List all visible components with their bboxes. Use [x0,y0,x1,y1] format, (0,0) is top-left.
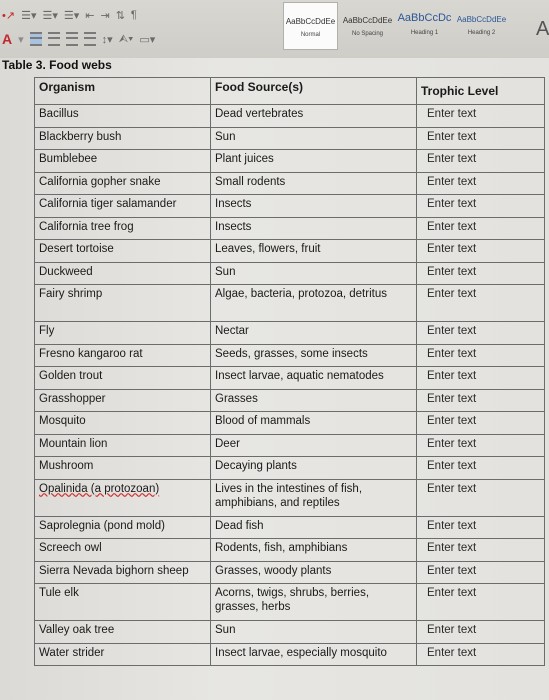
trophic-level-field[interactable]: Enter text [417,434,545,457]
food-source-cell: Insect larvae, aquatic nematodes [211,367,417,390]
table-caption: Table 3. Food webs [2,58,112,72]
shading-icon[interactable]: ⮙▾ [118,32,134,45]
food-webs-table [34,77,545,666]
table-row [35,434,545,457]
style-heading-2[interactable] [454,2,509,50]
trophic-level-field[interactable]: Enter text [417,584,545,621]
table-row [35,150,545,173]
table-row [35,516,545,539]
increase-indent-icon[interactable]: ⇥ [100,9,110,22]
ribbon-toolbar [0,0,549,59]
food-source-cell: Small rodents [211,172,417,195]
trophic-level-field[interactable]: Enter text [417,367,545,390]
trophic-level-field[interactable]: Enter text [417,479,545,516]
table-row [35,457,545,480]
food-source-cell: Algae, bacteria, protozoa, detritus [211,285,417,322]
organism-cell: Mushroom [35,457,211,480]
trophic-level-field[interactable]: Enter text [417,195,545,218]
organism-cell: Bacillus [35,105,211,128]
style-sample: AaBbCcDdEe [285,17,336,26]
show-formatting-marks-icon[interactable]: ¶ [130,9,137,21]
trophic-level-field[interactable]: Enter text [417,457,545,480]
style-name: Heading 2 [467,30,496,36]
numbered-list-icon[interactable]: ☰▾ [42,9,58,22]
table-row [35,479,545,516]
style-name: Heading 1 [410,30,439,36]
food-source-cell: Sun [211,127,417,150]
trophic-level-field[interactable]: Enter text [417,240,545,263]
trophic-level-field[interactable]: Enter text [417,412,545,435]
font-color-dropdown-icon[interactable]: •↗ [2,9,16,22]
food-source-cell: Grasses [211,389,417,412]
trophic-level-field[interactable]: Enter text [417,150,545,173]
table-row [35,584,545,621]
align-center-icon[interactable] [48,32,60,46]
style-sample: AaBbCcDdEe [342,16,393,25]
table-row [35,105,545,128]
bullets-list-icon[interactable]: ☰▾ [21,9,37,22]
style-sample: AaBbCcDc [397,12,452,24]
table-row [35,561,545,584]
organism-cell: Golden trout [35,367,211,390]
food-source-cell: Seeds, grasses, some insects [211,344,417,367]
table-row [35,389,545,412]
trophic-level-field[interactable]: Enter text [417,127,545,150]
organism-cell: Mosquito [35,412,211,435]
table-row [35,172,545,195]
food-source-cell: Lives in the intestines of fish, amphibians, and reptiles [211,479,417,516]
organism-cell: California gopher snake [35,172,211,195]
organism-cell: Water strider [35,643,211,666]
header-organism: Organism [35,78,211,105]
organism-cell: Mountain lion [35,434,211,457]
organism-cell: Sierra Nevada bighorn sheep [35,561,211,584]
food-source-cell: Rodents, fish, amphibians [211,539,417,562]
organism-cell: Grasshopper [35,389,211,412]
food-source-cell: Nectar [211,322,417,345]
organism-cell: Blackberry bush [35,127,211,150]
table-row [35,240,545,263]
text-color-dropdown-icon[interactable]: ▾ [18,33,24,46]
ribbon-row-paragraph [2,4,143,26]
borders-icon[interactable]: ▭▾ [139,33,156,46]
food-source-cell: Blood of mammals [211,412,417,435]
trophic-level-field[interactable]: Enter text [417,262,545,285]
table-row [35,367,545,390]
table-row [35,539,545,562]
food-source-cell: Insect larvae, especially mosquito [211,643,417,666]
style-no-spacing[interactable] [340,2,395,50]
text-color-button[interactable]: A [2,31,13,47]
food-source-cell: Sun [211,621,417,644]
organism-cell: California tiger salamander [35,195,211,218]
organism-cell-text: Opalinida (a protozoan) [39,482,160,495]
table-row [35,643,545,666]
trophic-level-field[interactable]: Enter text [417,172,545,195]
food-source-cell: Deer [211,434,417,457]
food-source-cell: Acorns, twigs, shrubs, berries, grasses, herbs [211,584,417,621]
align-right-icon[interactable] [66,32,78,46]
table-row [35,322,545,345]
trophic-level-field[interactable]: Enter text [417,322,545,345]
trophic-level-field[interactable]: Enter text [417,285,545,322]
organism-cell: Bumblebee [35,150,211,173]
table-row [35,285,545,322]
table-row [35,195,545,218]
align-left-icon[interactable] [30,32,42,46]
multilevel-list-icon[interactable]: ☰▾ [63,9,80,22]
styles-gallery [283,2,511,50]
organism-cell: Saprolegnia (pond mold) [35,516,211,539]
food-source-cell: Grasses, woody plants [211,561,417,584]
trophic-level-field[interactable]: Enter text [417,105,545,128]
organism-cell: Fresno kangaroo rat [35,344,211,367]
organism-cell: California tree frog [35,217,211,240]
justify-icon[interactable] [84,32,96,46]
table-row [35,412,545,435]
food-source-cell: Insects [211,217,417,240]
organism-cell: Fly [35,322,211,345]
line-spacing-icon[interactable]: ↕▾ [101,33,113,46]
style-name: Normal [300,32,321,38]
trophic-level-field[interactable]: Enter text [417,621,545,644]
styles-pane-button[interactable]: A [536,18,549,40]
style-heading-1[interactable] [397,2,452,50]
table-row [35,344,545,367]
table-row [35,621,545,644]
sort-icon[interactable]: ⇅ [115,9,125,22]
decrease-indent-icon[interactable]: ⇤ [85,9,95,22]
table-row [35,262,545,285]
trophic-level-field[interactable]: Enter text [417,389,545,412]
header-trophic-level: Trophic Level [417,78,545,105]
organism-cell: Valley oak tree [35,621,211,644]
food-source-cell: Plant juices [211,150,417,173]
header-food-sources: Food Source(s) [211,78,417,105]
ribbon-row-alignment [2,28,161,50]
table-header-row [35,78,545,105]
style-name: No Spacing [351,31,384,37]
table-row [35,217,545,240]
food-source-cell: Insects [211,195,417,218]
organism-cell: Screech owl [35,539,211,562]
food-source-cell: Leaves, flowers, fruit [211,240,417,263]
style-sample: AaBbCcDdEe [456,15,507,24]
trophic-level-field[interactable]: Enter text [417,516,545,539]
organism-cell: Fairy shrimp [35,285,211,322]
organism-cell: Duckweed [35,262,211,285]
trophic-level-field[interactable]: Enter text [417,217,545,240]
food-source-cell: Dead vertebrates [211,105,417,128]
food-source-cell: Dead fish [211,516,417,539]
trophic-level-field[interactable]: Enter text [417,344,545,367]
style-normal[interactable] [283,2,338,50]
organism-cell [35,479,211,516]
food-source-cell: Decaying plants [211,457,417,480]
table-row [35,127,545,150]
organism-cell: Tule elk [35,584,211,621]
trophic-level-field[interactable]: Enter text [417,561,545,584]
organism-cell: Desert tortoise [35,240,211,263]
food-source-cell: Sun [211,262,417,285]
document-page[interactable] [0,58,549,700]
trophic-level-field[interactable]: Enter text [417,643,545,666]
trophic-level-field[interactable]: Enter text [417,539,545,562]
